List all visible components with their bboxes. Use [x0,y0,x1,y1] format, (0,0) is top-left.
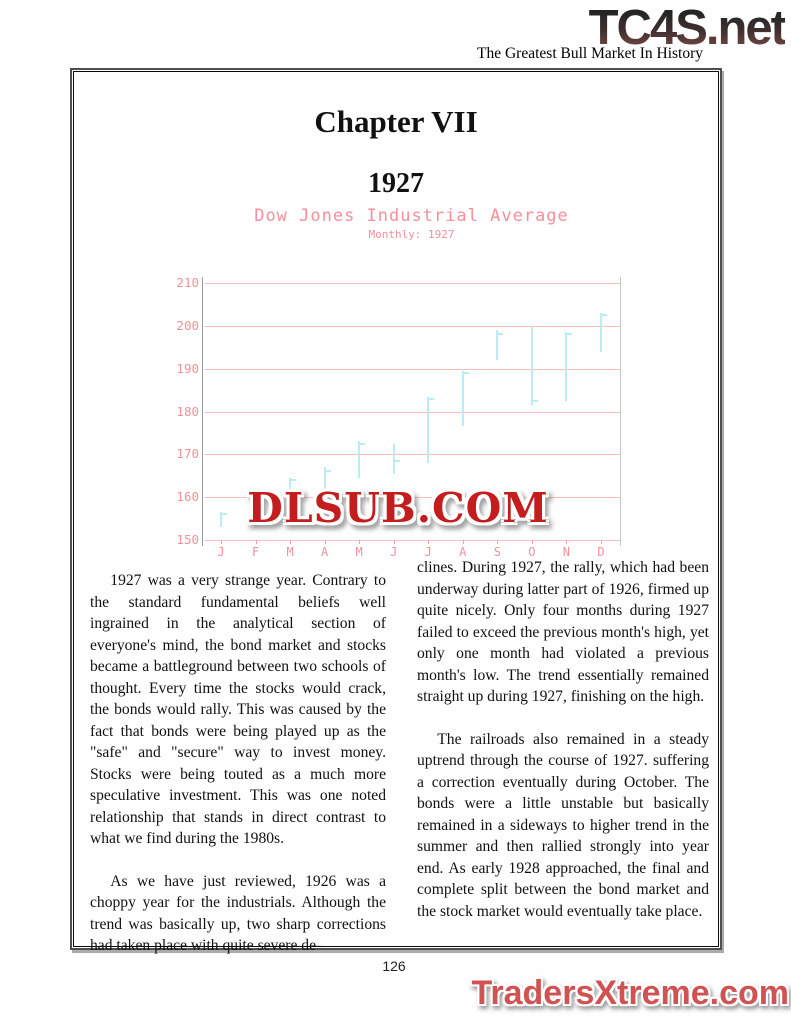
y-axis-tick-label: 190 [176,360,199,376]
chart-gridline [205,283,620,284]
month-label: M [286,545,294,559]
x-axis-tick [394,540,395,544]
x-axis-tick [428,540,429,544]
close-tick [291,479,296,481]
close-tick [602,314,607,316]
chart-title: Dow Jones Industrial Average [254,206,569,226]
month-label: N [562,545,570,559]
dlsub-watermark: DLSUB.COM [247,484,549,532]
month-label: M [355,545,363,559]
paragraph: The railroads also remained in a steady uptrend through the course of 1927. suffering a correction eventually during October. The bonds were a little unstable but basically remained in a sideways to higher trend in the summer and then rallied strongly into year end. As early 1928 approached, the final and complete split between the bond market and the stock market would eventually take place. [417,730,709,920]
x-axis-tick [532,540,533,544]
page-border-box [70,68,722,954]
close-tick [498,333,503,335]
year-title: 1927 [368,168,424,199]
chart-gridline [205,540,620,541]
month-label: S [493,545,501,559]
chart-gridline [205,454,620,455]
y-axis-line [202,277,203,546]
month-label: O [528,545,536,559]
x-axis-tick [359,540,360,544]
hlc-bar [600,313,602,352]
x-axis-tick [221,540,222,544]
x-axis-tick [566,540,567,544]
tradersxtreme-logo: TradersXtreme.com [471,974,789,1012]
paragraph: clines. During 1927, the rally, which had been underway during latter part of 1926, firmed up quite nicely. Only four months during 1927 failed to exceed the previous month's high, yet only one month had violated a previous month's low. The trend essentially remained straight up during 1927, finishing on the high. [417,559,709,705]
x-axis-tick [256,540,257,544]
month-label: F [251,545,260,559]
body-left-column [90,570,386,957]
month-label: A [320,545,329,559]
close-tick [464,372,469,374]
close-tick [360,443,365,445]
hlc-bar [427,397,429,463]
y-axis-tick-label: 200 [176,317,199,333]
chart-gridline [205,326,620,327]
right-border-line [620,277,621,546]
chart-subtitle: Monthly: 1927 [368,228,455,241]
chapter-title: Chapter VII [314,104,478,139]
x-axis-tick [325,540,326,544]
y-axis-tick-label: 180 [176,403,199,419]
hlc-bar [462,371,464,427]
hlc-bar [531,326,533,405]
month-label: J [390,545,398,559]
x-axis-tick [601,540,602,544]
y-axis-tick-label: 150 [176,532,199,547]
close-tick [429,398,434,400]
y-axis-tick-label: 160 [176,489,199,505]
close-tick [533,400,538,402]
chart-gridline [205,369,620,370]
x-axis-tick [463,540,464,544]
page-number: 126 [382,958,406,974]
hlc-bar [358,441,360,477]
y-axis-tick-label: 210 [176,275,199,290]
close-tick [567,333,572,335]
tc4s-logo: TC4S.net [588,1,785,55]
month-label: J [217,545,225,559]
paragraph: As we have just reviewed, 1926 was a choppy year for the industrials. Although the trend was basically up, two sharp corrections had taken place with quite severe de- [90,872,386,954]
close-tick [222,513,227,515]
month-label: J [424,545,432,559]
body-right-column [417,557,709,922]
paragraph: 1927 was a very strange year. Contrary to the standard fundamental beliefs well ingrained in the analytical section of everyone's mind, the bond market and stocks became a battleground between two schools of thought. Every time the stocks would crack, the bonds would rally. This was caused by the fact that bonds were being played up as the "safe" and "secure" way to invest money. Stocks were being touted as a much more speculative investment. This was one noted relationship that stands in direct contrast to what we find during the 1980s. [90,572,386,847]
month-label: A [459,545,467,559]
close-tick [326,470,331,472]
hlc-bar [565,332,567,401]
header-tagline: The Greatest Bull Market In History [477,45,703,62]
y-axis-tick-label: 170 [176,446,199,462]
chart-gridline [205,412,620,413]
x-axis-tick [497,540,498,544]
hlc-bar [393,444,395,474]
close-tick [395,460,400,462]
x-axis-tick [290,540,291,544]
month-label: D [597,545,605,559]
